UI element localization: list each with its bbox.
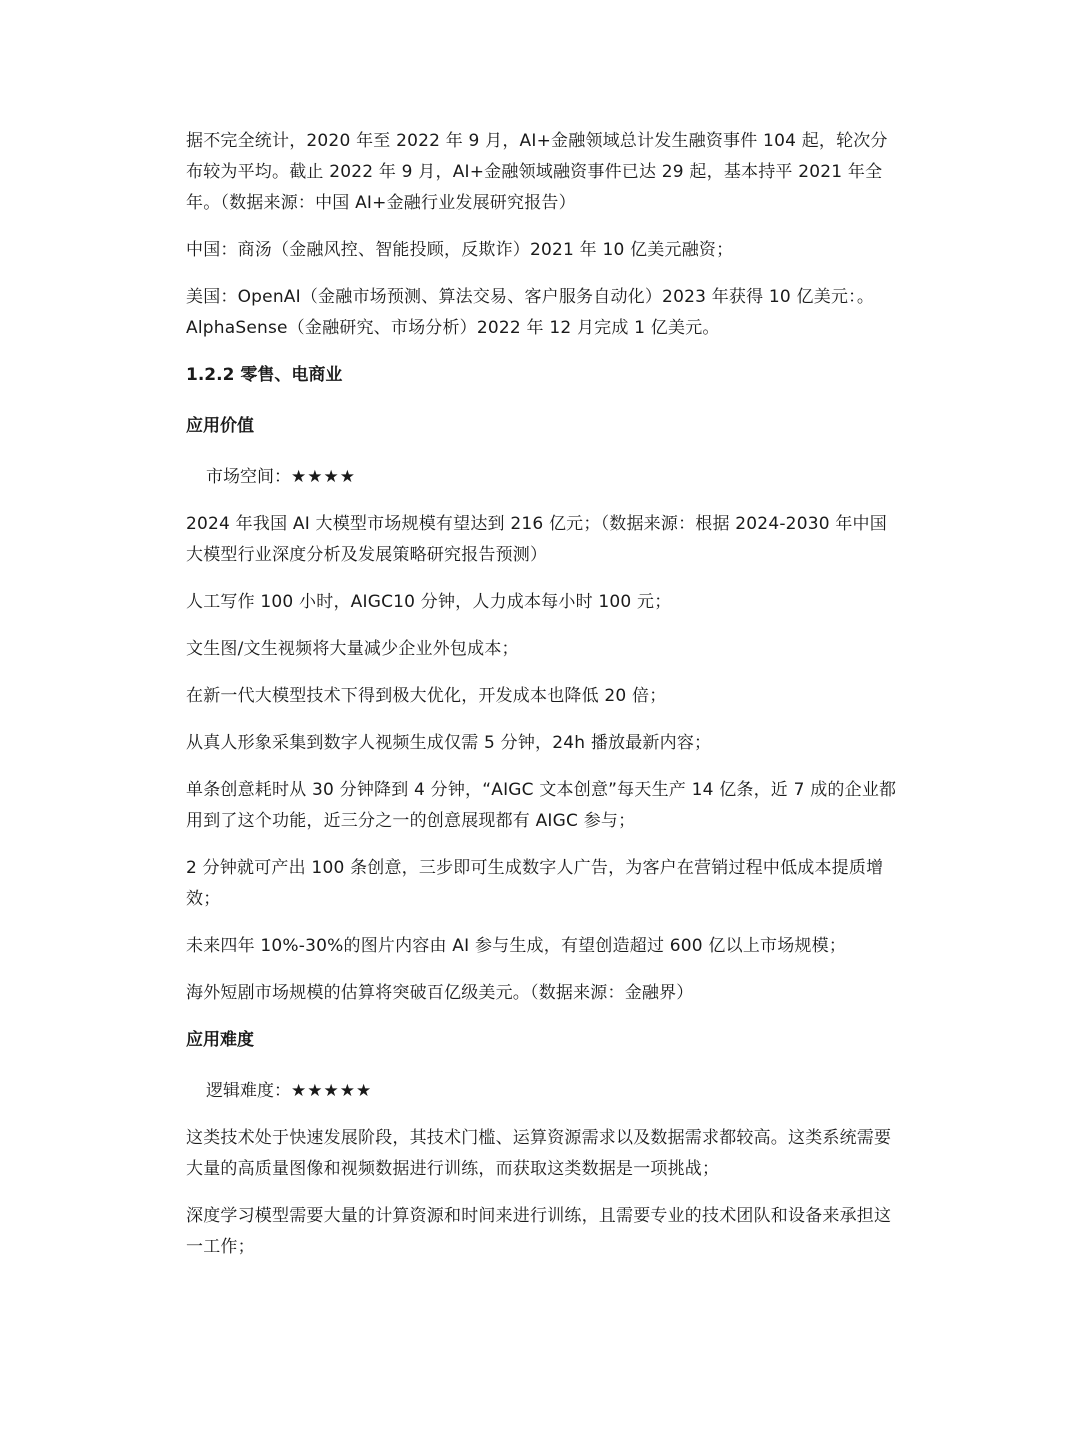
market-space-stars: ★★★★: [291, 467, 356, 487]
logic-difficulty-stars: ★★★★★: [291, 1081, 373, 1101]
value-paragraph: 单条创意耗时从 30 分钟降到 4 分钟，“AIGC 文本创意”每天生产 14 亿条，近 7 成的企业都用到了这个功能，近三分之一的创意展现都有 AIGC 参与；: [186, 780, 897, 831]
logic-difficulty-rating: [206, 1076, 898, 1107]
intro-paragraph-china: 中国：商汤（金融风控、智能投顾，反欺诈）2021 年 10 亿美元融资；: [186, 240, 734, 260]
logic-difficulty-label: 逻辑难度：: [206, 1081, 291, 1101]
value-paragraph: 人工写作 100 小时，AIGC10 分钟，人力成本每小时 100 元；: [186, 592, 672, 612]
value-paragraph: 文生图/文生视频将大量减少企业外包成本；: [186, 639, 519, 659]
difficulty-paragraph: 深度学习模型需要大量的计算资源和时间来进行训练，且需要专业的技术团队和设备来承担这一工作；: [186, 1206, 892, 1257]
market-space-label: 市场空间：: [206, 467, 291, 487]
intro-paragraph-funding-stats: 据不完全统计，2020 年至 2022 年 9 月，AI+金融领域总计发生融资事件 104 起，轮次分布较为平均。截止 2022 年 9 月，AI+金融领域融资事件已达 29 起，基本持平 2021 年全年。（数据来源：中国 AI+金融行业发展研究报告）: [186, 131, 888, 213]
value-paragraph: 在新一代大模型技术下得到极大优化，开发成本也降低 20 倍；: [186, 686, 667, 706]
value-paragraph: 从真人形象采集到数字人视频生成仅需 5 分钟，24h 播放最新内容；: [186, 733, 712, 753]
difficulty-heading: 应用难度: [186, 1030, 254, 1050]
value-paragraph: 2 分钟就可产出 100 条创意，三步即可生成数字人广告，为客户在营销过程中低成本提质增效；: [186, 858, 884, 909]
intro-paragraph-usa: 美国：OpenAI（金融市场预测、算法交易、客户服务自动化）2023 年获得 10 亿美元：。AlphaSense（金融研究、市场分析）2022 年 12 月完成 1 亿美元。: [186, 287, 875, 338]
value-paragraph: 海外短剧市场规模的估算将突破百亿级美元。（数据来源：金融界）: [186, 983, 694, 1003]
value-heading: 应用价值: [186, 416, 254, 436]
market-space-rating: [206, 462, 898, 493]
difficulty-paragraph: 这类技术处于快速发展阶段，其技术门槛、运算资源需求以及数据需求都较高。这类系统需要大量的高质量图像和视频数据进行训练，而获取这类数据是一项挑战；: [186, 1128, 892, 1179]
document-page: [186, 126, 898, 1279]
value-paragraph: 未来四年 10%-30%的图片内容由 AI 参与生成，有望创造超过 600 亿以上市场规模；: [186, 936, 847, 956]
value-paragraph: 2024 年我国 AI 大模型市场规模有望达到 216 亿元；（数据来源：根据 2024-2030 年中国大模型行业深度分析及发展策略研究报告预测）: [186, 514, 887, 565]
section-heading-retail: 1.2.2 零售、电商业: [186, 365, 343, 385]
